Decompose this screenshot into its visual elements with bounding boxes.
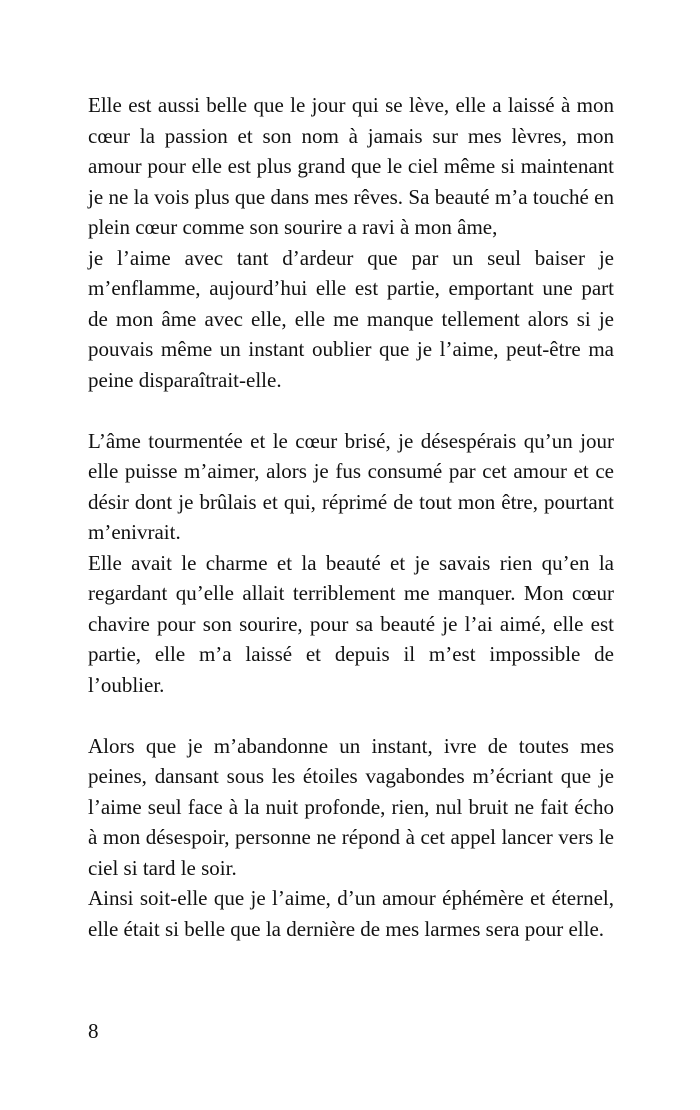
paragraph: Elle est aussi belle que le jour qui se lève, elle a laissé à mon cœur la passion et son nom à jamais sur mes lèvres, mon amour pour elle est plus grand que le ciel même si maintenant je ne la vois plus que dans mes rêves. Sa beauté m’a touché en plein cœur comme son sourire a ravi à mon âme, [88, 93, 614, 239]
paragraph: Ainsi soit-elle que je l’aime, d’un amour éphémère et éternel, elle était si belle que la dernière de mes larmes sera pour elle. [88, 886, 614, 941]
stanza-3 [88, 731, 614, 945]
paragraph: L’âme tourmentée et le cœur brisé, je désespérais qu’un jour elle puisse m’aimer, alors je fus consumé par cet amour et ce désir dont je brûlais et qui, réprimé de tout mon être, pourtant m’enivrait. [88, 428, 614, 544]
stanza-2 [88, 426, 614, 701]
page-number: 8 [88, 1019, 99, 1043]
paragraph: Elle avait le charme et la beauté et je savais rien qu’en la regardant qu’elle allait terriblement me manquer. Mon cœur chavire pour son sourire, pour sa beauté je l’ai aimé, elle est partie, elle m’a laissé et depuis il m’est impossible de l’oublier. [88, 550, 614, 697]
page-body [88, 90, 614, 975]
stanza-1 [88, 90, 614, 395]
paragraph: je l’aime avec tant d’ardeur que par un seul baiser je m’enflamme, aujourd’hui elle est partie, emportant une part de mon âme avec elle, elle me manque tellement alors si je pouvais même un instant oublier que je l’aime, peut-être ma peine disparaîtrait-elle. [88, 245, 614, 392]
paragraph: Alors que je m’abandonne un instant, ivre de toutes mes peines, dansant sous les étoiles vagabondes m’écriant que je l’aime seul face à la nuit profonde, rien, nul bruit ne fait écho à mon désespoir, personne ne répond à cet appel lancer vers le ciel si tard le soir. [88, 733, 614, 880]
